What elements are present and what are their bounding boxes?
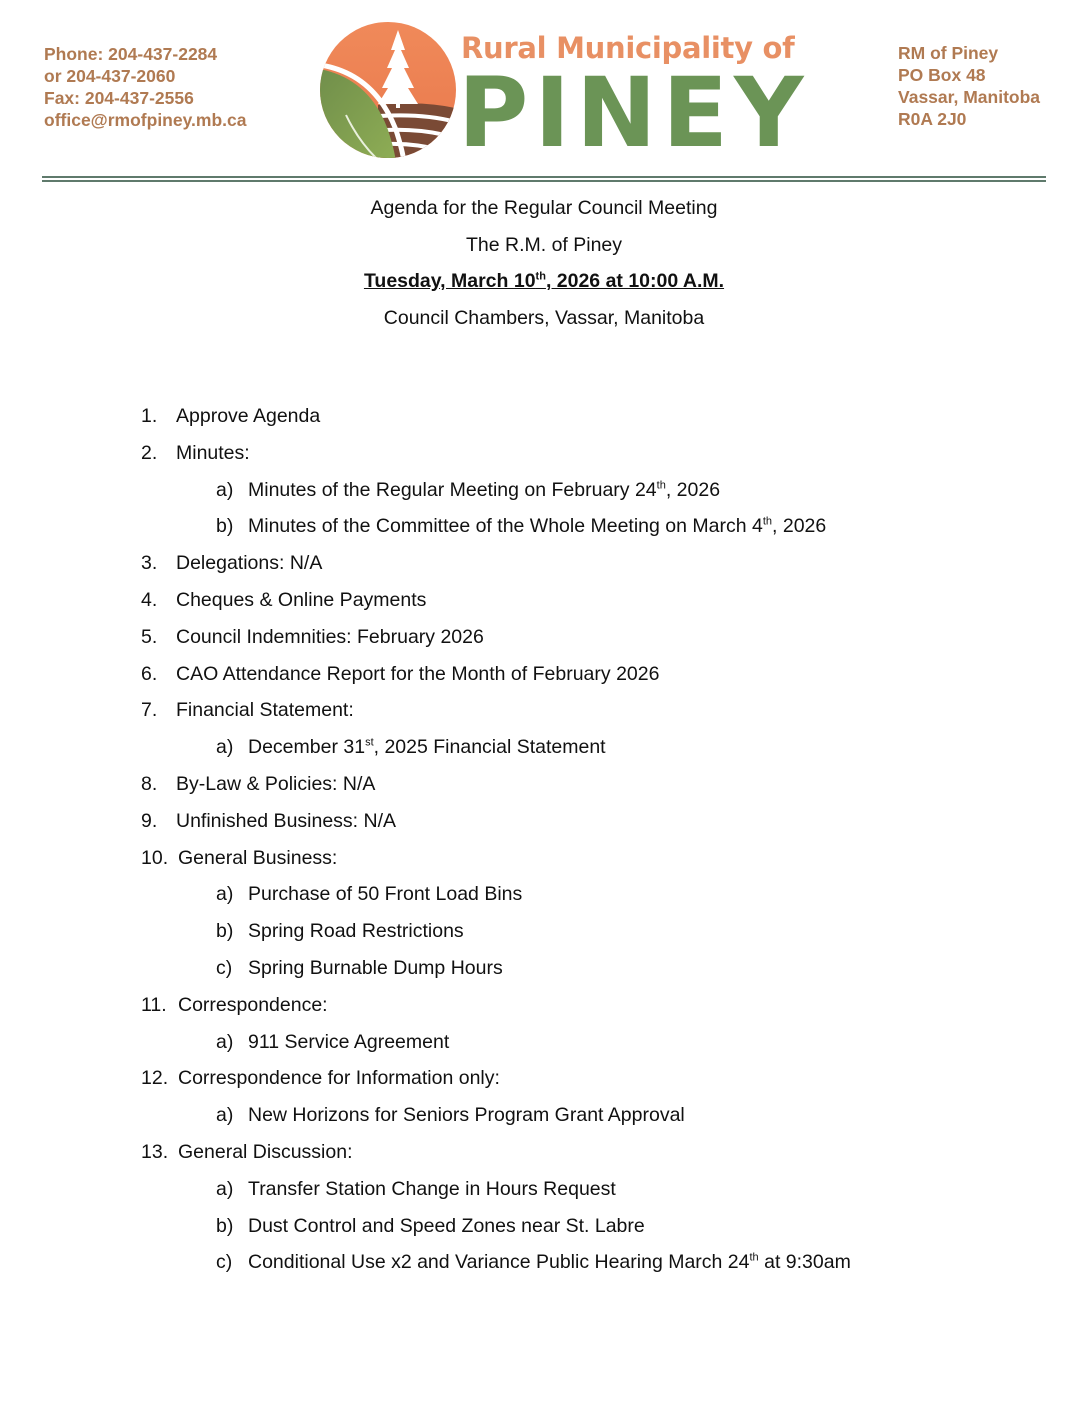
agenda-item-label: CAO Attendance Report for the Month of February 2026 bbox=[176, 662, 660, 685]
agenda-item-label: Approve Agenda bbox=[176, 405, 321, 427]
agenda-subitem-ordinal: th bbox=[762, 515, 773, 528]
agenda-subitem-letter: a) bbox=[216, 883, 234, 906]
agenda-subitem bbox=[0, 1249, 1088, 1275]
agenda-item-label: Correspondence for Information only: bbox=[178, 1067, 500, 1090]
agenda-item-number: 5. bbox=[141, 625, 158, 648]
meeting-date-text: Tuesday, March 10 bbox=[363, 270, 536, 292]
agenda-item-number: 4. bbox=[141, 589, 158, 611]
agenda-subitem-label bbox=[248, 1102, 685, 1128]
agenda-subitem-text: Purchase of 50 Front Load Bins bbox=[248, 883, 523, 906]
agenda-item-label: By-Law & Policies: N/A bbox=[176, 773, 376, 795]
agenda-subitem-label bbox=[248, 1029, 449, 1055]
agenda-subitem bbox=[0, 1213, 1088, 1239]
agenda-item bbox=[0, 403, 1088, 429]
address-box: PO Box 48 bbox=[898, 65, 986, 85]
agenda-item bbox=[0, 661, 1088, 687]
contact-info-right bbox=[898, 42, 1040, 130]
meeting-location: Council Chambers, Vassar, Manitoba bbox=[383, 307, 705, 329]
agenda-subitem-text: Conditional Use x2 and Variance Public Hearing March 24 bbox=[248, 1251, 750, 1274]
agenda-subitem-label bbox=[248, 1213, 645, 1239]
agenda-subitem-label bbox=[248, 1249, 851, 1275]
agenda-item bbox=[0, 440, 1088, 466]
agenda-item-number: 10. bbox=[141, 846, 169, 869]
agenda-item-number: 12. bbox=[141, 1067, 169, 1090]
agenda-item-number: 8. bbox=[141, 773, 158, 795]
agenda-subitem-text: Minutes of the Committee of the Whole Meeting on March 4 bbox=[248, 515, 763, 538]
agenda-subitem-text: Dust Control and Speed Zones near St. Labre bbox=[248, 1214, 645, 1237]
phone-line: Phone: 204-437-2284 bbox=[44, 44, 218, 64]
agenda-item bbox=[0, 550, 1088, 576]
agenda-subitem bbox=[0, 477, 1088, 503]
agenda-item-number: 9. bbox=[141, 809, 158, 832]
agenda-item-label: General Discussion: bbox=[178, 1141, 353, 1163]
agenda-subitem-ordinal: th bbox=[656, 479, 666, 492]
agenda-subitem-text-suffix: , 2025 Financial Statement bbox=[373, 736, 606, 759]
agenda-subitem-text: New Horizons for Seniors Program Grant Approval bbox=[248, 1104, 685, 1127]
agenda-subitem-text-suffix: at 9:30am bbox=[758, 1251, 851, 1274]
agenda-item-number: 11. bbox=[141, 993, 167, 1016]
logo-title: Rural Municipality of bbox=[461, 31, 795, 65]
agenda-subitem-letter: a) bbox=[216, 1104, 234, 1127]
address-town: Vassar, Manitoba bbox=[898, 87, 1041, 107]
agenda-item-label: Unfinished Business: N/A bbox=[176, 809, 397, 832]
agenda-subitem-text: Spring Road Restrictions bbox=[248, 920, 464, 943]
fax-line: Fax: 204-437-2556 bbox=[44, 88, 194, 108]
agenda-subitem-letter: b) bbox=[216, 515, 234, 538]
header-divider-top bbox=[42, 176, 1046, 178]
agenda-subitem-text: December 31 bbox=[248, 736, 366, 759]
email-line: office@rmofpiney.mb.ca bbox=[44, 110, 247, 130]
meeting-date bbox=[0, 269, 1088, 293]
agenda-item-label: Cheques & Online Payments bbox=[176, 589, 427, 611]
agenda-subitem-letter: c) bbox=[216, 1251, 233, 1274]
agenda-subitem-ordinal: th bbox=[749, 1251, 759, 1264]
agenda-subitem bbox=[0, 513, 1088, 539]
logo-name: PINEY bbox=[458, 57, 810, 169]
agenda-subitem bbox=[0, 1029, 1088, 1055]
agenda-item bbox=[0, 624, 1088, 650]
organization-name: The R.M. of Piney bbox=[465, 234, 623, 256]
address-name: RM of Piney bbox=[898, 43, 999, 63]
agenda-item bbox=[0, 1139, 1088, 1165]
agenda-subitem-text: Minutes of the Regular Meeting on February 24 bbox=[248, 478, 657, 501]
agenda-item-label: Financial Statement: bbox=[176, 699, 354, 722]
agenda-item-number: 2. bbox=[141, 441, 158, 464]
agenda-subitem-ordinal: st bbox=[365, 736, 374, 749]
agenda-item bbox=[0, 771, 1088, 797]
agenda-item-number: 7. bbox=[141, 699, 158, 722]
agenda-subitem-letter: a) bbox=[216, 1177, 234, 1200]
agenda-subitem-text-suffix: , 2026 bbox=[665, 478, 721, 501]
agenda-subitem-label bbox=[248, 918, 464, 944]
agenda-item bbox=[0, 845, 1088, 871]
agenda-item-label: General Business: bbox=[178, 846, 338, 869]
agenda-subitem-label bbox=[248, 477, 720, 503]
agenda-subitem bbox=[0, 1176, 1088, 1202]
agenda-item bbox=[0, 1065, 1088, 1091]
agenda-subitem-text: Transfer Station Change in Hours Request bbox=[248, 1177, 616, 1200]
agenda-subitem-text: 911 Service Agreement bbox=[248, 1030, 450, 1053]
agenda-subitem-letter: b) bbox=[216, 920, 234, 943]
agenda-subitem-letter: b) bbox=[216, 1214, 234, 1237]
agenda-subitem-letter: a) bbox=[216, 478, 234, 501]
agenda-item bbox=[0, 587, 1088, 613]
agenda-item bbox=[0, 808, 1088, 834]
agenda-subitem-label bbox=[248, 734, 606, 760]
agenda-subitem-label bbox=[248, 955, 503, 981]
piney-logo-emblem-icon bbox=[308, 20, 468, 160]
alt-phone-line: or 204-437-2060 bbox=[44, 66, 176, 86]
meeting-date-time: , 2026 at 10:00 A.M. bbox=[545, 270, 725, 292]
header-divider-bottom bbox=[42, 180, 1046, 182]
agenda-subitem-label bbox=[248, 513, 826, 539]
agenda-subitem bbox=[0, 881, 1088, 907]
address-postal: R0A 2J0 bbox=[898, 109, 967, 129]
agenda-title: Agenda for the Regular Council Meeting bbox=[370, 197, 718, 219]
agenda-item bbox=[0, 697, 1088, 723]
contact-info-left bbox=[44, 43, 246, 131]
agenda-item-label: Council Indemnities: February 2026 bbox=[176, 625, 484, 648]
agenda-item-label: Minutes: bbox=[176, 441, 250, 464]
meeting-date-ordinal: th bbox=[535, 270, 546, 283]
agenda-subitem-letter: c) bbox=[216, 957, 233, 979]
agenda-subitem-text-suffix: , 2026 bbox=[772, 515, 827, 538]
agenda-item-number: 13. bbox=[141, 1141, 169, 1163]
agenda-subitem bbox=[0, 734, 1088, 760]
agenda-item-number: 3. bbox=[141, 552, 158, 575]
agenda-subitem-label bbox=[248, 1176, 616, 1202]
agenda-subitem bbox=[0, 1102, 1088, 1128]
agenda-subitem-text: Spring Burnable Dump Hours bbox=[248, 957, 503, 979]
agenda-item-number: 1. bbox=[141, 405, 158, 427]
agenda-item bbox=[0, 992, 1088, 1018]
agenda-item-label: Delegations: N/A bbox=[176, 552, 323, 575]
agenda-item-number: 6. bbox=[141, 662, 158, 685]
agenda-subitem-label bbox=[248, 881, 522, 907]
agenda-subitem-letter: a) bbox=[216, 1030, 234, 1053]
agenda-subitem bbox=[0, 955, 1088, 981]
agenda-item-label: Correspondence: bbox=[178, 993, 328, 1016]
agenda-subitem-letter: a) bbox=[216, 736, 234, 759]
agenda-subitem bbox=[0, 918, 1088, 944]
